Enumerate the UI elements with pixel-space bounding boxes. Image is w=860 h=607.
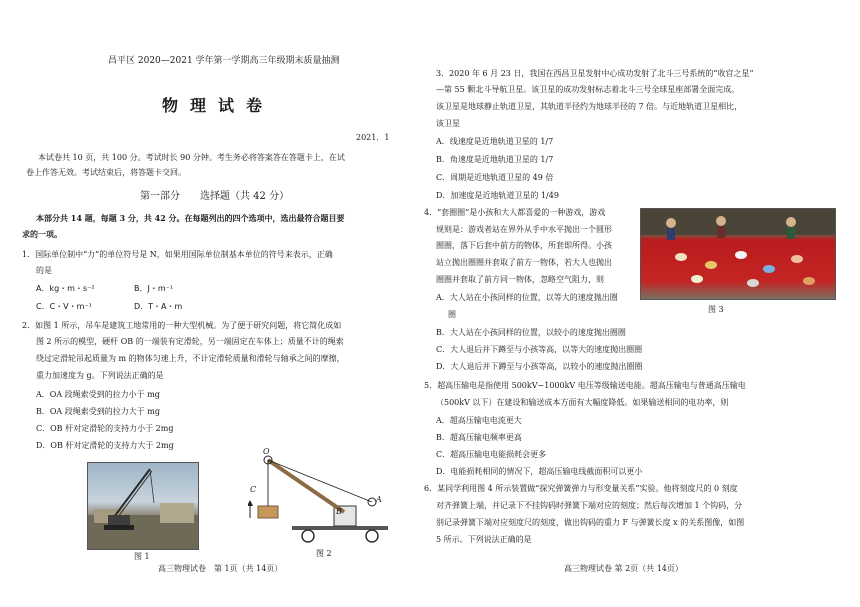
q5-stem: （500kV 以下）在建设和输送成本方面有大幅度降低。如果输送相同的电功率，则 (436, 398, 729, 407)
q4-stem: 圈圈，落下后套中前方的物体，所套即所得。小孩 (436, 241, 612, 250)
figure-1-crane-photo (87, 462, 199, 550)
intro-line: 卷上作答无效。考试结束后，将答题卡交回。 (26, 168, 186, 177)
crane-illustration (88, 463, 198, 549)
figure-3-ring-toss-photo (640, 208, 836, 300)
figure-2-crane-diagram (248, 447, 398, 548)
fig2-label-c: C (250, 485, 257, 494)
q5-option-d: D．电能损耗相同的情况下，超高压输电线截面积可以更小 (436, 467, 643, 476)
fig2-label-o: O (263, 447, 270, 456)
q5-option-b: B．超高压输电频率更高 (436, 433, 522, 442)
q1-option-d: D．T・A・m (134, 302, 183, 311)
q2-stem: 重力加速度为 g。下列说法正确的是 (36, 371, 164, 380)
q2-option-b: B．OA 段绳索受到的拉力大于 mg (36, 407, 161, 416)
page-title: 物理试卷 (162, 96, 275, 115)
q3-stem: —第 55 颗北斗导航卫星。该卫星的成功发射标志着北斗三号全球星座部署全面完成。 (436, 85, 740, 94)
q4-option-c: C．大人退后并下蹲至与小孩等高，以等大的速度抛出圈圈 (436, 345, 643, 354)
q5-stem: 5．超高压输电是指使用 500kV~1000kV 电压等级输送电能。超高压输电与普通高压输电 (424, 381, 746, 390)
figure-2-caption: 图 2 (316, 549, 332, 558)
q4-stem: 4．“套圈圈”是小孩和大人都喜爱的一种游戏，游戏 (424, 208, 606, 217)
q3-option-a: A．线速度是近地轨道卫星的 1/7 (436, 137, 554, 146)
q1-option-c: C．C・V・m⁻¹ (36, 302, 92, 311)
q1-stem: 1．国际单位制中“力”的单位符号是 N，如果用国际单位制基本单位的符号来表示，正确 (22, 250, 333, 259)
q3-option-d: D．加速度是近地轨道卫星的 1/49 (436, 191, 559, 200)
part1-instruction: 求的一项。 (22, 229, 62, 239)
part1-instruction: 本部分共 14 题，每题 3 分，共 42 分。在每题列出的四个选项中，选出最符合题目要 (36, 213, 345, 223)
q4-stem: 站立抛出圈圈并套取了前方一物体，若大人也抛出 (436, 258, 612, 267)
q4-option-a: A．大人站在小孩同样的位置，以等大的速度抛出圈 (436, 293, 618, 302)
intro-line: 本试卷共 10 页，共 100 分。考试时长 90 分钟。考生务必将答案答在答题卡上，在试 (38, 153, 345, 162)
q2-stem: 2．如图 1 所示，吊车是建筑工地常用的一种大型机械。为了便于研究问题，将它简化成如 (22, 321, 342, 330)
figure-1-caption: 图 1 (134, 552, 150, 561)
exam-header: 昌平区 2020—2021 学年第一学期高三年级期末质量抽测 (108, 56, 340, 66)
q2-option-a: A．OA 段绳索受到的拉力小于 mg (36, 390, 160, 399)
fig2-label-b: B (336, 507, 342, 516)
q1-option-b: B．J・m⁻¹ (134, 284, 174, 293)
part1-heading: 第一部分 选择题（共 42 分） (140, 191, 290, 202)
q5-option-c: C．超高压输电电能损耗会更多 (436, 450, 547, 459)
q6-stem: 对齐弹簧上端，并记录下不挂钩码时弹簧下端对应的刻度；然后每次增加 1 个钩码，分 (436, 501, 743, 510)
q4-option-b: B．大人站在小孩同样的位置，以较小的速度抛出圈圈 (436, 328, 626, 337)
q1-stem: 的是 (36, 266, 52, 275)
exam-date: 2021．1 (356, 133, 390, 142)
q3-option-b: B．角速度是近地轨道卫星的 1/7 (436, 155, 554, 164)
page-footer-left: 高三物理试卷 第 1页（共 14页） (158, 564, 283, 573)
figure-3-caption: 图 3 (708, 305, 724, 314)
q3-option-c: C．周期是近地轨道卫星的 49 倍 (436, 173, 554, 182)
q1-option-a: A．kg・m・s⁻² (36, 284, 95, 293)
q6-stem: 别记录弹簧下端对应刻度尺的刻度，做出钩码的重力 F 与弹簧长度 x 的关系图像，如图 (436, 518, 745, 527)
q2-stem: 绕过定滑轮吊起质量为 m 的物体匀速上升，不计定滑轮质量和滑轮与轴承之间的摩擦， (36, 354, 345, 363)
ring-toss-illustration (641, 209, 835, 299)
q4-stem: 规则是：游戏者站在界外从手中水平抛出一个圆形 (436, 225, 612, 234)
q3-stem: 该卫星是地球静止轨道卫星，其轨道半径约为地球半径的 7 倍。与近地轨道卫星相比， (436, 102, 743, 111)
q2-option-d: D．OB 杆对定滑轮的支持力大于 2mg (36, 441, 174, 450)
q4-option-a-cont: 圈 (448, 310, 456, 319)
fig2-label-a: A (376, 495, 382, 504)
q4-option-d: D．大人退后并下蹲至与小孩等高，以较小的速度抛出圈圈 (436, 362, 643, 371)
q2-option-c: C．OB 杆对定滑轮的支持力小于 2mg (36, 424, 174, 433)
q4-stem: 圈圈并套取了前方同一物体，忽略空气阻力，则 (436, 275, 604, 284)
q5-option-a: A．超高压输电电流更大 (436, 416, 522, 425)
q6-stem: 5 所示。下列说法正确的是 (436, 535, 532, 544)
q3-stem: 该卫星 (436, 119, 460, 128)
q2-stem: 图 2 所示的模型，硬杆 OB 的一端装有定滑轮，另一端固定在车体上；质量不计的绳索 (36, 337, 344, 346)
page-footer-right: 高三物理试卷 第 2页（共 14页） (564, 564, 683, 573)
q6-stem: 6．某同学利用图 4 所示装置做“探究弹簧弹力与形变量关系”实验。他将刻度尺的 0 刻度 (424, 484, 738, 493)
q3-stem: 3．2020 年 6 月 23 日，我国在西昌卫星发射中心成功发射了北斗三号系统的“收官之星” (436, 69, 754, 78)
